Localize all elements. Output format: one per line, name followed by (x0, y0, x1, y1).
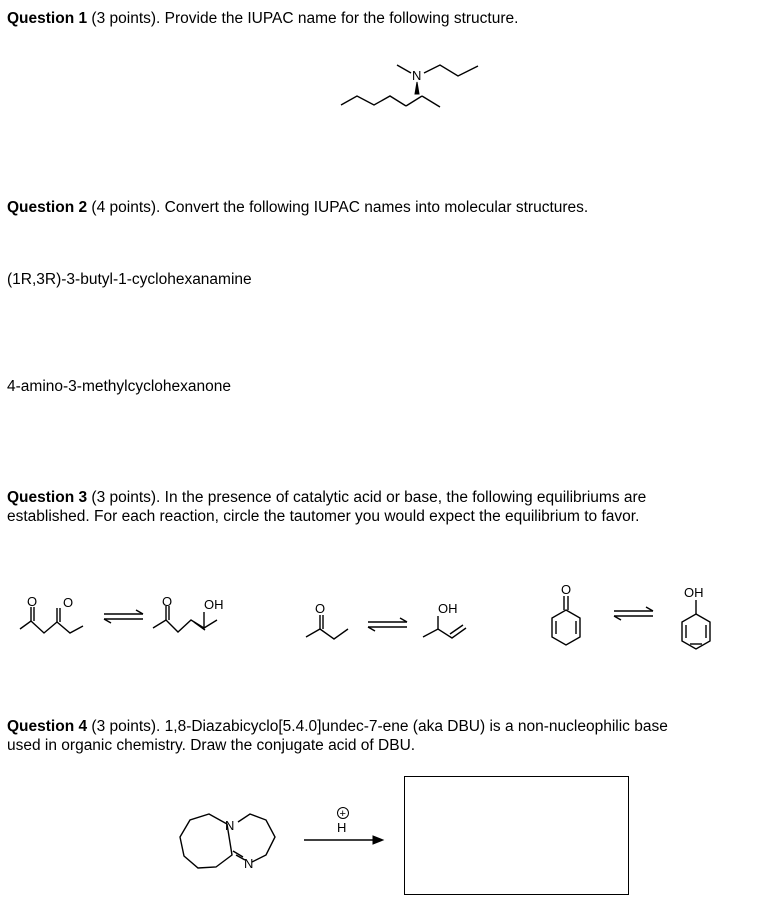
proton-label: H (337, 820, 347, 835)
q1-amine-structure (341, 65, 478, 107)
question-1-label: Question 1 (7, 10, 88, 27)
butanone-o: O (315, 601, 326, 616)
cyclohexadienone-structure (552, 582, 580, 645)
question-2-points: (4 points). (91, 199, 161, 216)
question-3-label: Question 3 (7, 489, 88, 506)
enol-structure-2 (423, 601, 466, 638)
enol-structure-1 (153, 594, 224, 632)
q1-nitrogen-label: N (412, 68, 422, 83)
question-3-text-line2: established. For each reaction, circle the tautomer you would expect the equilibrium to favor. (7, 508, 640, 525)
question-2-text: Convert the following IUPAC names into molecular structures. (164, 199, 589, 216)
equilibrium-arrow-2 (368, 618, 407, 631)
question-2-label: Question 2 (7, 199, 88, 216)
question-4-label: Question 4 (7, 718, 88, 735)
equilibrium-arrow-1 (104, 610, 143, 623)
proton-charge: + (339, 808, 346, 820)
diketone-o-right: O (63, 595, 74, 610)
butanone-structure (306, 601, 348, 639)
reaction-arrow (304, 836, 383, 844)
question-4-points: (3 points). (91, 718, 161, 735)
enol-1-oh: OH (204, 597, 224, 612)
question-4-text-line1: 1,8-Diazabicyclo[5.4.0]undec-7-ene (aka DBU) is a non-nucleophilic base (164, 718, 668, 735)
equilibrium-arrow-3 (614, 607, 653, 620)
question-1-text: Provide the IUPAC name for the following structure. (164, 10, 519, 27)
enol-1-o: O (162, 594, 173, 609)
enol-2-oh: OH (438, 601, 458, 616)
dbu-structure (180, 814, 275, 871)
diketone-o-left: O (27, 594, 38, 609)
iupac-name-1: (1R,3R)-3-butyl-1-cyclohexanamine (7, 271, 252, 288)
iupac-name-2: 4-amino-3-methylcyclohexanone (7, 378, 232, 395)
question-4-text-line2: used in organic chemistry. Draw the conjugate acid of DBU. (7, 737, 416, 754)
reagent-proton (337, 808, 349, 836)
dbu-n1-label: N (225, 818, 235, 833)
phenol-structure (682, 585, 710, 649)
question-3-text-line1: In the presence of catalytic acid or base, the following equilibriums are (164, 489, 647, 506)
dbu-n2-label: N (244, 856, 254, 871)
question-3-points: (3 points). (91, 489, 161, 506)
diketone-structure (20, 594, 83, 633)
question-1-points: (3 points). (91, 10, 161, 27)
dienone-o: O (561, 582, 572, 597)
phenol-oh: OH (684, 585, 704, 600)
